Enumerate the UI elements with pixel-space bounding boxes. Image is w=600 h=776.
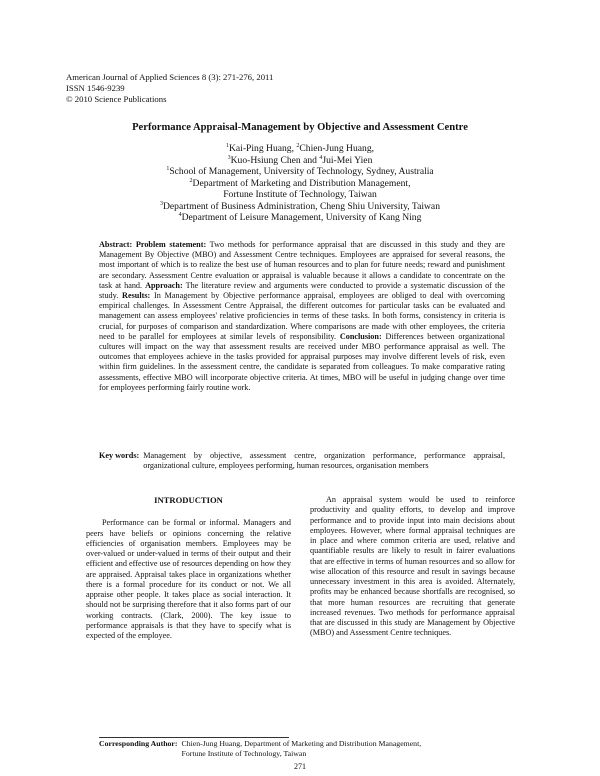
problem-statement-text: Two methods for performance appraisal that are discussed in this study and they are Management By Objective (MBO) and Assessment Centre techniques. Employees are appraised for several reasons, the most important of which is to realize the best use of human resources and to plan for future needs; reward and punishment are secondary. Assessment Centre evaluation or appraisal is valuable because it allows a candidate to concentrate on the task at hand.	[99, 240, 505, 290]
corresponding-author-details	[182, 739, 422, 758]
footnote-divider	[99, 737, 289, 738]
journal-copyright: © 2010 Science Publications	[66, 94, 167, 104]
affiliation	[0, 201, 600, 213]
journal-citation: American Journal of Applied Sciences 8 (3): 271-276, 2011	[66, 72, 274, 82]
corresponding-author-line: Chien-Jung Huang, Department of Marketing and Distribution Management,	[181, 739, 422, 748]
corresponding-author-label: Corresponding Author:	[99, 739, 178, 748]
affiliation-text: Department of Marketing and Distribution Management,	[192, 177, 411, 189]
right-column	[310, 495, 515, 639]
author-line-1	[0, 143, 600, 155]
author-sup: 3	[227, 154, 231, 161]
keywords-text: Management by objective, assessment centre, organization performance, performance appraisal, organizational culture, employees performing, human resources, organisation members	[143, 451, 505, 470]
conclusion-text: Differences between organizational cultures will impact on the way that assessment results are received under MBO performance appraisal as well. The outcomes that employees achieve in the tasks provided for appraisal purposes may involve different levels of risk, even within firm guidelines. In the assessment centre, the candidate is separated from colleagues. To make comparative rating assessments, effective MBO will incorporate objective criteria. At times, MBO will be useful in judging change over time for employees performing fairly routine work.	[99, 331, 506, 392]
author-name: Kuo-Hsiung Chen and	[230, 154, 320, 166]
corresponding-author-line: Fortune Institute of Technology, Taiwan	[181, 748, 307, 758]
affiliation-sup: 2	[189, 177, 193, 184]
problem-statement-label: Problem statement:	[135, 240, 207, 249]
author-name: Chien-Jung Huang,	[299, 143, 375, 154]
author-sup: 1	[225, 143, 229, 149]
section-heading: INTRODUCTION	[154, 495, 223, 505]
affiliation	[0, 178, 600, 190]
author-name: Kai-Ping Huang,	[228, 143, 297, 154]
affiliation	[0, 166, 600, 178]
affiliation-sup: 4	[178, 212, 182, 218]
results-text: In Management by Objective performance appraisal, employees are obliged to deal with overcoming empirical challenges. In Assessment Centre Appraisal, the different outcomes for particular tasks can be evaluated and management can assess employees' relative proficiencies in terms of these tasks. In both forms, consistency in criteria is crucial, for purposes of comparison and standardization. Where comparisons are made with other employees, the criteria need to be parallel for employees at similar levels of responsibility.	[99, 291, 506, 341]
conclusion-label: Conclusion:	[339, 331, 382, 341]
corresponding-author	[99, 739, 519, 758]
page-number: 271	[294, 762, 306, 771]
approach-label: Approach:	[145, 280, 183, 290]
left-column	[86, 495, 291, 641]
affiliation-sup: 3	[160, 200, 163, 207]
keywords-label: Key words:	[99, 451, 140, 460]
affiliation	[0, 189, 600, 201]
author-line-2	[0, 155, 600, 167]
results-label: Results:	[122, 291, 151, 301]
abstract	[99, 240, 505, 393]
paper-title: Performance Appraisal-Management by Objective and Assessment Centre	[132, 122, 468, 133]
affiliation	[0, 212, 600, 224]
author-block	[0, 143, 600, 224]
keywords	[99, 451, 505, 471]
abstract-label: Abstract:	[99, 240, 133, 249]
affiliation-text: School of Management, University of Technology, Sydney, Australia	[169, 166, 434, 177]
affiliation-text: Department of Leisure Management, University of Kang Ning	[181, 212, 422, 223]
journal-issn: ISSN 1546-9239	[66, 83, 125, 93]
affiliation-text: Department of Business Administration, Cheng Shiu University, Taiwan	[163, 200, 440, 212]
author-name: Jui-Mei Yien	[322, 154, 373, 166]
journal-info	[66, 72, 273, 105]
affiliation-sup: 1	[166, 166, 170, 172]
author-sup: 4	[319, 154, 323, 161]
approach-text: The literature review and arguments were conducted to provide a systematic discussion of the study.	[99, 280, 506, 301]
author-sup: 2	[296, 143, 300, 149]
paragraph: Performance can be formal or informal. Managers and peers have beliefs or opinions concerning the relative efficiencies of organisation members. Employees may be over-valued or under-valued in terms of their output and their efficient and effective use of resources depending on how they are appraised. Appraisal takes place in organizations whether there is a formal procedure for its conduct or not. We all appraise other people. It takes place as social interaction. It should not be surprising therefore that it also forms part of our working contracts. (Clark, 2000). The key issue to performance appraisals is that they have to specify what is expected of the employee.	[86, 518, 291, 640]
affiliation-text: Fortune Institute of Technology, Taiwan	[223, 189, 377, 200]
paragraph: An appraisal system would be used to reinforce productivity and quality efforts, to develop and improve performance and to provide input into main decisions about employees. However, where formal appraisal techniques are in place and where common criteria are used, relative and quantifiable results are likely to result in fairer evaluations that are effective in terms of human resources and so allow for wise allocation of this resource and result in savings because unnecessary investment in this area is avoided. Alternately, profits may be enhanced because shortfalls are recognised, so that more human resources are recruiting that generate increased revenues. Two methods for performance appraisal that are discussed in this study are Management by Objective (MBO) and Assessment Centre techniques.	[310, 495, 515, 638]
